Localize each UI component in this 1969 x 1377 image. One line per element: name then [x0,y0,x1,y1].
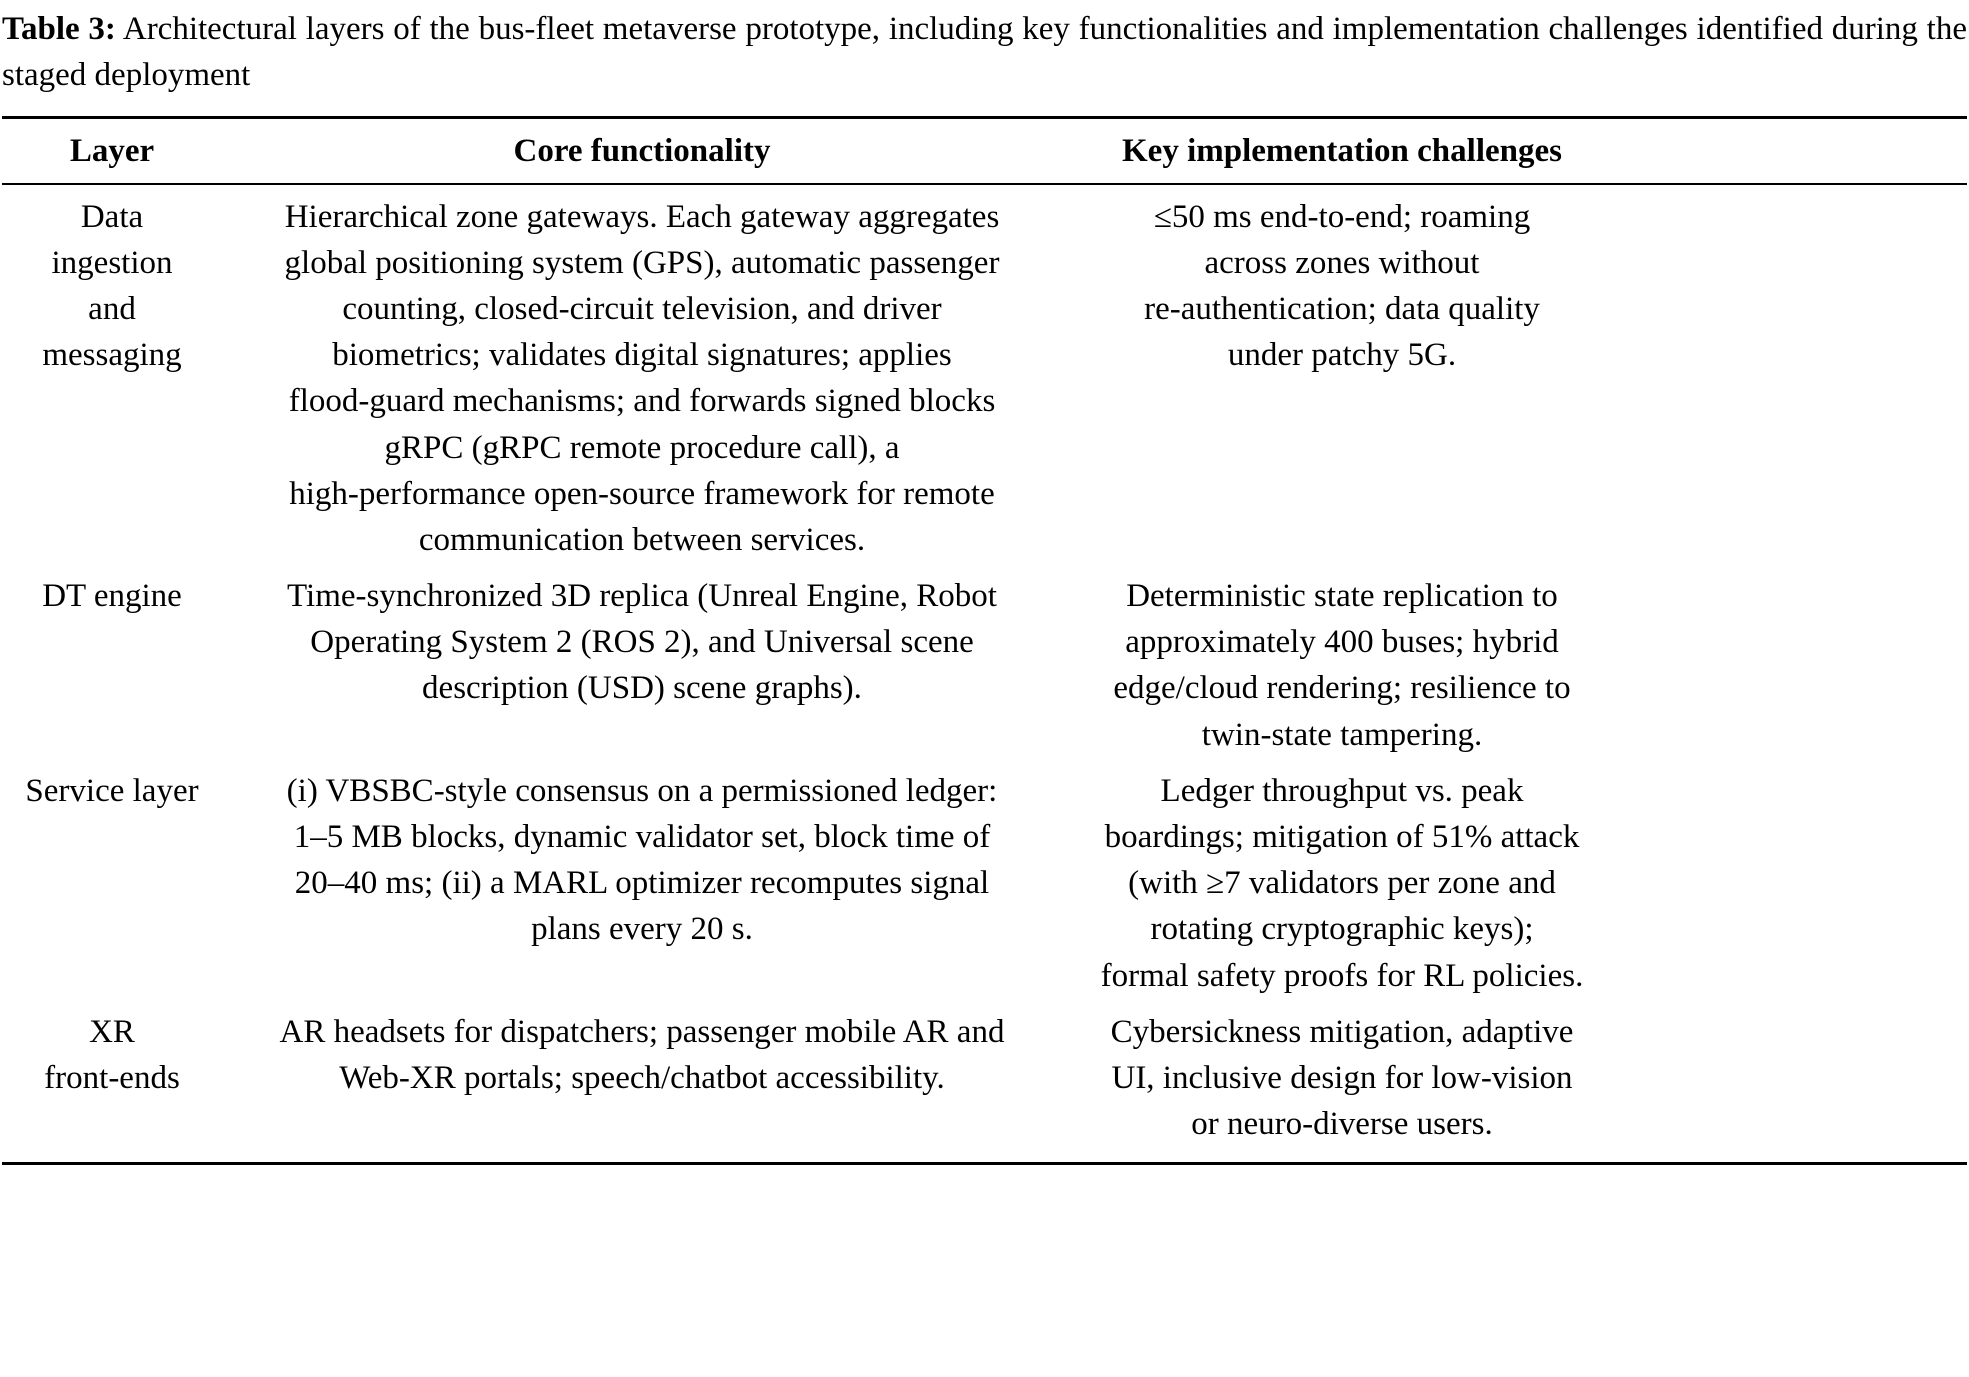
layer-cell: Data ingestion and messaging [42,198,182,374]
caption-text: Architectural layers of the bus-fleet metaverse prototype, including key functionalities and implementation challenges identified during the staged deployment [2,11,1967,94]
table-row-xr-front-ends [2,1004,1967,1153]
challenges-cell: Deterministic state replication to approximately 400 buses; hybrid edge/cloud rendering; resilience to twin-state tampering. [1113,578,1571,753]
core-functionality-cell: (i) VBSBC-style consensus on a permissioned ledger: 1–5 MB blocks, dynamic validator set, block time of 20–40 ms; (ii) a MARL optimizer recomputes signal plans every 20 s. [286,772,998,948]
column-header-core-functionality: Core functionality [513,133,771,170]
layers-table [2,116,1967,1165]
challenges-cell: Ledger throughput vs. peak boardings; mitigation of 51% attack (with ≥7 validators per zone and rotating cryptographic keys); formal safety proofs for RL policies. [1100,772,1584,994]
table-row-service-layer [2,763,1967,1004]
caption-label: Table 3: [2,11,116,47]
column-header-key-implementation-challenges: Key implementation challenges [1122,133,1562,170]
core-functionality-cell: Hierarchical zone gateways. Each gateway aggregates global positioning system (GPS), automatic passenger counting, closed-circuit television, and driver biometrics; validates digital signatures; applies flood-guard mechanisms; and forwards signed blocks gRPC (gRPC remote procedure call), a high-performance open-source framework for remote communication between services. [284,198,1000,558]
table-row-data-ingestion-and-messaging [2,189,1967,569]
layer-cell: XR front-ends [44,1013,180,1096]
challenges-cell: Cybersickness mitigation, adaptive UI, inclusive design for low-vision or neuro-diverse users. [1110,1013,1574,1143]
table-row-dt-engine [2,568,1967,763]
layer-cell: DT engine [42,578,182,615]
challenges-cell: ≤50 ms end-to-end; roaming across zones without re-authentication; data quality under patchy 5G. [1144,198,1540,374]
core-functionality-cell: AR headsets for dispatchers; passenger mobile AR and Web-XR portals; speech/chatbot accessibility. [279,1013,1005,1096]
table-header-row [2,119,1967,184]
layer-cell: Service layer [25,772,199,809]
table-caption [2,6,1967,98]
table-body [2,185,1967,1163]
core-functionality-cell: Time-synchronized 3D replica (Unreal Engine, Robot Operating System 2 (ROS 2), and Universal scene description (USD) scene graphs). [287,578,997,707]
column-header-layer: Layer [69,133,155,170]
